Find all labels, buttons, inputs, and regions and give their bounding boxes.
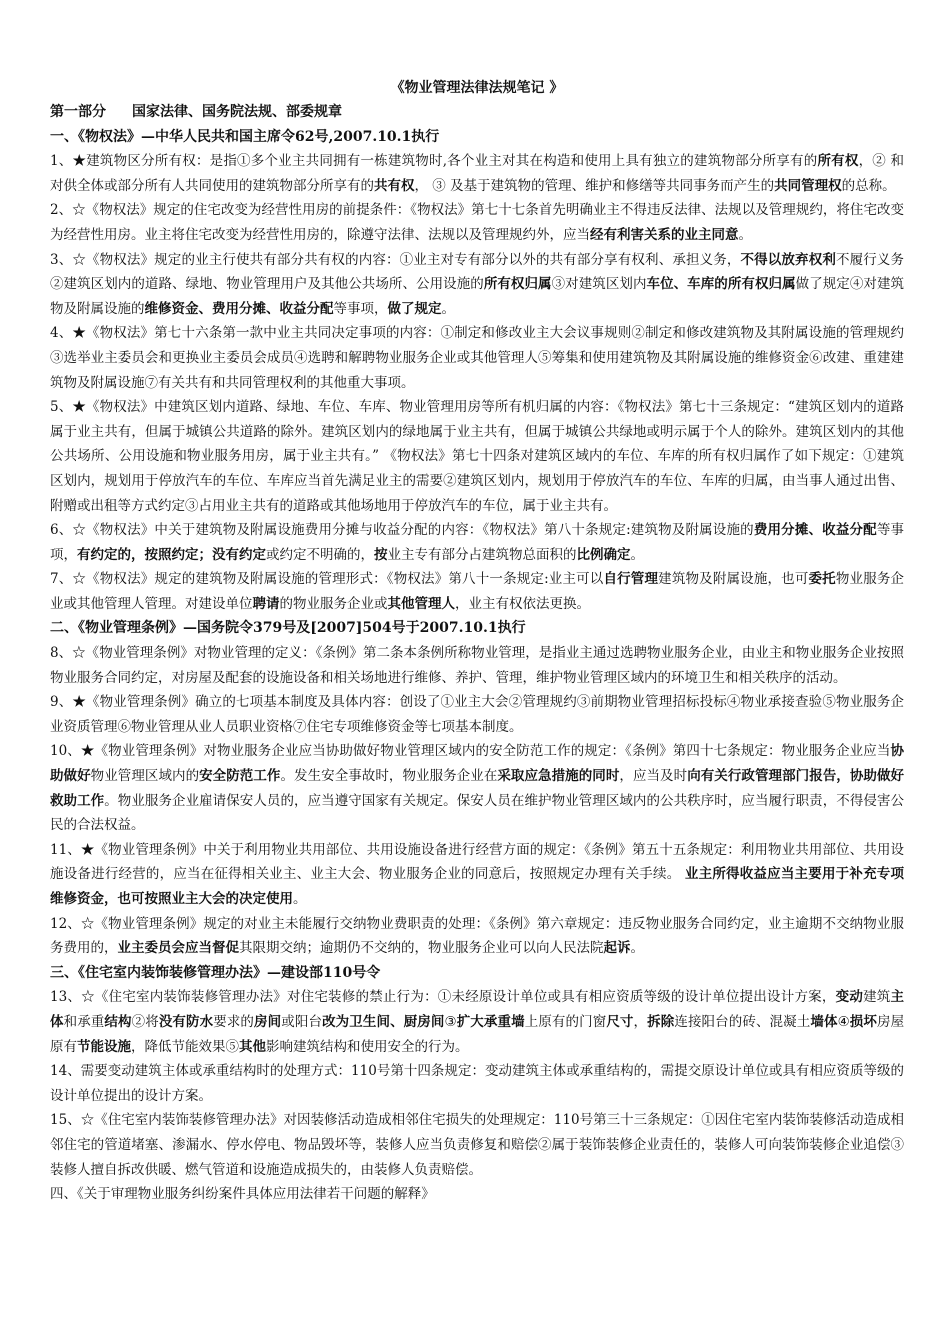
paragraph-text: ，应当及时 — [619, 768, 688, 785]
emphasis-text: 结构 — [104, 1013, 132, 1030]
sections-container — [50, 125, 904, 1183]
emphasis-text: 做了规定 — [387, 300, 442, 317]
emphasis-text: 其他 — [239, 1038, 266, 1055]
paragraph-text: 3、☆《物权法》规定的业主行使共有部分共有权的内容：①业主对专有部分以外的共有部分享有权利、承担义务， — [50, 251, 741, 268]
paragraph-text: ④ — [837, 1013, 850, 1030]
paragraph-text: ， ③ 及基于建筑物的管理、维护和修缮等共同事务而产生的 — [414, 177, 775, 194]
part-label: 第一部分 — [50, 104, 106, 120]
paragraph-text: 房屋原有 — [50, 1013, 905, 1055]
note-paragraph — [50, 641, 904, 690]
paragraph-text: 。 — [293, 891, 307, 907]
paragraph-text: 10、★《物业管理条例》对物业服务企业应当协助做好物业管理区域内的安全防范工作的规定：《条例》第四十七条规定：物业服务企业应当 — [50, 743, 891, 760]
paragraph-text: ，② 和对供全体或部分所有人共同使用的建筑物部分所享有的 — [50, 153, 905, 194]
paragraph-text: 影响建筑结构和使用安全的行为。 — [266, 1038, 469, 1055]
note-paragraph — [50, 1059, 904, 1108]
paragraph-text: 或约定不明确的， — [266, 546, 374, 563]
section-4-heading: 四、《关于审理物业服务纠纷案件具体应用法律若干问题的解释》 — [50, 1186, 435, 1203]
note-paragraph — [50, 321, 904, 395]
paragraph-text: ， — [633, 1013, 648, 1030]
paragraph-text: 1、★建筑物区分所有权：是指①多个业主共同拥有一栋建筑物时,各个业主对其在构造和使用上具有独立的建筑物部分所享有的 — [50, 153, 818, 170]
emphasis-text: 聘请 — [252, 595, 280, 612]
note-paragraph — [50, 567, 904, 616]
emphasis-text: 所有权 — [817, 153, 859, 170]
note-paragraph — [50, 985, 904, 1059]
note-paragraph — [50, 149, 904, 198]
paragraph-text: 的物业服务企业或 — [279, 595, 388, 612]
paragraph-text: 物业管理区域内的 — [90, 768, 200, 785]
emphasis-text: 共同管理权 — [774, 177, 842, 194]
emphasis-text: 起诉 — [603, 940, 631, 957]
emphasis-text: 自行管理 — [603, 571, 659, 588]
emphasis-text: 业主所得收益应当主要用于补充专项维修资金，也可按照业主大会的决定使用 — [50, 866, 904, 907]
paragraph-text: ②将 — [131, 1013, 159, 1030]
paragraph-text: 15、☆《住宅室内装饰装修管理办法》对因装修活动造成相邻住宅损失的处理规定：110号第三十三条规定：①因住宅室内装饰装修活动造成相邻住宅的管道堵塞、渗漏水、停水停电、物品毁坏等，装修人应当负责修复和赔偿②属于装饰装修企业责任的，装修人可向装饰装修企业追偿③装修人擅自拆改供暖、燃气管道和设施造成损失的，由装修人负责赔偿。 — [50, 1112, 904, 1178]
note-paragraph — [50, 690, 904, 739]
emphasis-text: 所有权归属 — [483, 276, 552, 293]
paragraph-text: 13、☆《住宅室内装饰装修管理办法》对住宅装修的禁止行为：①未经原设计单位或具有相应资质等级的设计单位提出设计方案， — [50, 989, 836, 1006]
paragraph-text: 建筑 — [863, 989, 891, 1006]
section-heading: 二、《物业管理条例》—国务院令379号及[2007]504号于2007.10.1执行 — [50, 620, 526, 637]
emphasis-text: 有约定的，按照约定；没有约定 — [77, 546, 266, 563]
paragraph-text: 11、★《物业管理条例》中关于利用物业共用部位、共用设施设备进行经营方面的规定：《条例》第五十五条规定：利用物业共用部位、共用设施设备进行经营的，应当在征得相关业主、业主大会、物业服务企业的同意后，按照规定办理有关手续。 — [50, 841, 904, 883]
paragraph-text: 的总称。 — [841, 177, 896, 194]
paragraph-text: 。 — [441, 300, 455, 317]
paragraph-text: 8、☆《物业管理条例》对物业管理的定义：《条例》第二条本条例所称物业管理，是指业主通过选聘物业服务企业，由业主和物业服务企业按照物业服务合同约定，对房屋及配套的设施设备和相关场地进行维修、养护、管理，维护物业管理区域内的环境卫生和相关秩序的活动。 — [50, 645, 904, 686]
paragraph-text: 不履行义务②建筑区划内的道路、绿地、物业管理用户及其他公共场所、公用设施的 — [50, 251, 905, 293]
paragraph-text: 。 — [630, 546, 644, 563]
paragraph-text: 。物业服务企业雇请保安人员的，应当遵守国家有关规定。保安人员在维护物业管理区域内的公共秩序时，应当履行职责，不得侵害公民的合法权益。 — [50, 792, 905, 834]
emphasis-text: 委托 — [808, 571, 836, 588]
note-paragraph — [50, 198, 904, 247]
paragraph-text: 其限期交纳；逾期仍不交纳的，物业服务企业可以向人民法院 — [239, 940, 604, 957]
emphasis-text: 车位、车库的所有权归属 — [646, 276, 796, 293]
emphasis-text: 经有利害关系的业主同意 — [590, 226, 739, 243]
note-paragraph — [50, 739, 904, 837]
emphasis-text: 拆除 — [647, 1013, 675, 1030]
paragraph-text: 业主专有部分占建筑物总面积的 — [387, 546, 577, 563]
paragraph-text: 6、☆《物权法》中关于建筑物及附属设施费用分摊与收益分配的内容：《物权法》第八十条规定:建筑物及附属设施的 — [50, 522, 754, 539]
paragraph-text: 。发生安全事故时，物业服务企业在 — [280, 768, 498, 785]
emphasis-text: 按 — [374, 546, 388, 563]
emphasis-text: 变动 — [835, 989, 864, 1006]
paragraph-text: 4、★《物权法》第七十六条第一款中业主共同决定事项的内容：①制定和修改业主大会议事规则②制定和修改建筑物及其附属设施的管理规约③选举业主委员会和更换业主委员会成员④选聘和解聘物业服务企业或其他管理人⑤筹集和使用建筑物及其附属设施的维修资金⑥改建、重建建筑物及附属设施⑦有关共有和共同管理权利的其他重大事项。 — [50, 325, 904, 391]
emphasis-text: 没有防水 — [158, 1013, 214, 1030]
paragraph-text: 2、☆《物权法》规定的住宅改变为经营性用房的前提条件：《物权法》第七十七条首先明确业主不得违反法律、法规以及管理规约，将住宅改变为经营性用房。业主将住宅改变为经营性用房的，除遵守法律、法规以及管理规约外，应当 — [50, 202, 904, 243]
paragraph-text: 建筑物及附属设施，也可 — [658, 571, 809, 588]
paragraph-text: 做了规定④对建筑物及附属设施的 — [50, 276, 905, 317]
emphasis-text: 不得以放弃权利 — [740, 251, 836, 268]
paragraph-text: 上原有的门窗 — [524, 1013, 607, 1030]
paragraph-text: 等事项， — [50, 522, 904, 563]
note-paragraph — [50, 912, 904, 961]
note-paragraph — [50, 1108, 904, 1182]
document-title: 《物业管理法律法规笔记 》 — [390, 80, 564, 96]
paragraph-text: 物业服务企业或其他管理人管理。对建设单位 — [50, 571, 905, 612]
paragraph-text: 14、需要变动建筑主体或承重结构时的处理方式：110号第十四条规定：变动建筑主体或承重结构的，需提交原设计单位或具有相应资质等级的设计单位提出的设计方案。 — [50, 1063, 904, 1104]
emphasis-text: 尺寸 — [606, 1013, 634, 1030]
emphasis-text: 损坏 — [849, 1013, 877, 1030]
emphasis-text: 房间 — [254, 1013, 282, 1030]
emphasis-text: 其他管理人 — [387, 595, 455, 612]
part-heading — [50, 100, 904, 125]
emphasis-text: 共有权 — [374, 177, 415, 194]
paragraph-text: 。 — [738, 226, 752, 243]
note-paragraph — [50, 838, 904, 912]
part-text: 国家法律、国务院法规、部委规章 — [132, 104, 342, 120]
paragraph-text: 。 — [630, 940, 644, 957]
emphasis-text: 业主委员会应当督促 — [117, 940, 239, 957]
emphasis-text: 采取应急措施的同时 — [497, 768, 620, 785]
emphasis-text: 比例确定 — [576, 546, 631, 563]
paragraph-text: ，降低节能效果⑤ — [131, 1038, 239, 1055]
paragraph-text: 等事项， — [333, 300, 388, 317]
note-paragraph — [50, 248, 904, 322]
emphasis-text: 主体 — [50, 989, 904, 1030]
paragraph-text: 7、☆《物权法》规定的建筑物及附属设施的管理形式：《物权法》第八十一条规定:业主可以 — [50, 571, 604, 588]
emphasis-text: 向有关行政管理部门报告，协助做好救助工作 — [50, 768, 905, 809]
section-heading: 一、《物权法》—中华人民共和国主席令62号,2007.10.1执行 — [50, 128, 440, 145]
emphasis-text: 扩大承重墙 — [456, 1013, 525, 1030]
section-heading: 三、《住宅室内装饰装修管理办法》—建设部110号令 — [50, 964, 381, 981]
paragraph-text: ③对建筑区划内 — [551, 276, 647, 293]
emphasis-text: 维修资金、费用分摊、收益分配 — [144, 300, 334, 317]
paragraph-text: ，业主有权依法更换。 — [455, 595, 590, 612]
paragraph-text: 要求的 — [213, 1013, 255, 1030]
emphasis-text: 协助做好 — [50, 743, 904, 785]
emphasis-text: 费用分摊、收益分配 — [753, 522, 877, 539]
emphasis-text: 墙体 — [810, 1013, 838, 1030]
paragraph-text: ③ — [444, 1013, 457, 1030]
paragraph-text: 9、★《物业管理条例》确立的七项基本制度及具体内容：创设了①业主大会②管理规约③前期物业管理招标投标④物业承接查验⑤物业服务企业资质管理⑥物业管理从业人员职业资格⑦住宅专项维修资金等七项基本制度。 — [50, 694, 904, 735]
paragraph-text: 5、★《物权法》中建筑区划内道路、绿地、车位、车库、物业管理用房等所有机归属的内容：《物权法》第七十三条规定：“建筑区划内的道路属于业主共有，但属于城镇公共道路的除外。建筑区划内的绿地属于业主共有，但属于城镇公共绿地或明示属于个人的除外。建筑区划内的其他公共场所、公用设施和物业服务用房，属于业主共有。” 《物权法》第七十四条对建筑区域内的车位、车库的所有权归属作了如下规定：①建筑区划内，规划用于停放汽车的车位、车库应当首先满足业主的需要②建筑区划内，规划用于停放汽车的车位、车库的归属，由当事人通过出售、附赠或出租等方式约定③占用业主共有的道路或其他场地用于停放汽车的车位，属于业主共有。 — [50, 399, 904, 514]
paragraph-text: 和承重 — [63, 1013, 105, 1030]
emphasis-text: 改为卫生间、厨房间 — [322, 1013, 445, 1030]
paragraph-text: 或阳台 — [281, 1013, 323, 1030]
paragraph-text: 12、☆《物业管理条例》规定的对业主未能履行交纳物业费职责的处理：《条例》第六章规定：违反物业服务合同约定，业主逾期不交纳物业服务费用的， — [50, 915, 904, 957]
paragraph-text: 连接阳台的砖、混凝土 — [674, 1013, 811, 1030]
note-paragraph — [50, 518, 904, 567]
emphasis-text: 安全防范工作 — [199, 768, 281, 785]
note-paragraph — [50, 395, 904, 518]
emphasis-text: 节能设施 — [77, 1038, 131, 1055]
